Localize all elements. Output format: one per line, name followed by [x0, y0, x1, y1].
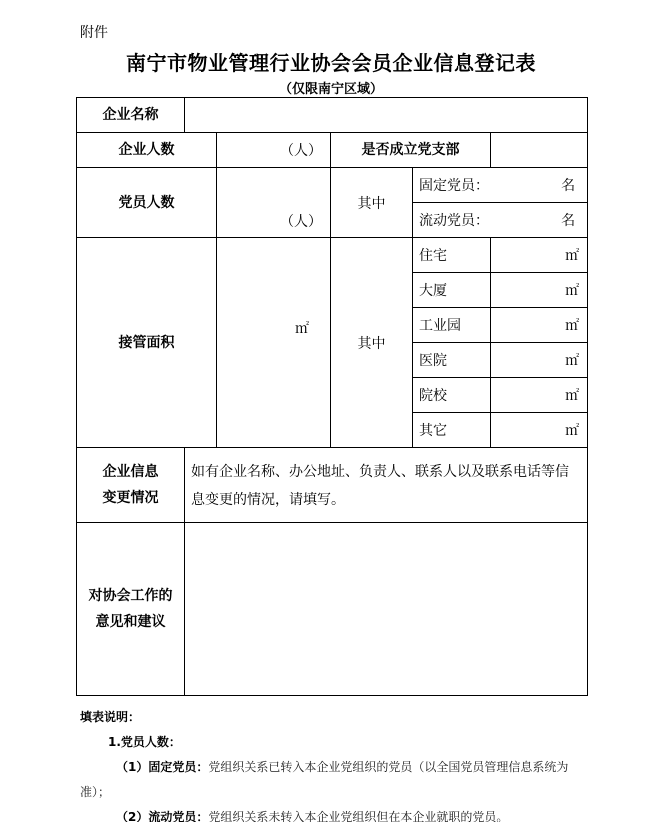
- fixed-members-cell[interactable]: [413, 168, 588, 203]
- area-type-residential: 住宅: [413, 238, 491, 273]
- ming-unit-2: 名: [561, 213, 576, 229]
- area-other-field[interactable]: [491, 413, 588, 448]
- area-building-field[interactable]: [491, 273, 588, 308]
- person-unit-2: （人）: [280, 214, 322, 230]
- sqm-unit: ㎡: [565, 283, 580, 299]
- registration-form-table: [76, 97, 588, 696]
- sqm-unit: ㎡: [565, 423, 580, 439]
- row-area-1: [77, 238, 588, 273]
- info-change-label: [77, 448, 185, 523]
- party-branch-label: 是否成立党支部: [331, 133, 491, 168]
- info-change-label-line1: 企业信息: [102, 464, 159, 480]
- page-subtitle: （仅限南宁区域）: [278, 82, 383, 97]
- employee-count-label: 企业人数: [77, 133, 217, 168]
- party-members-label: 党员人数: [77, 168, 217, 238]
- area-type-hospital: 医院: [413, 343, 491, 378]
- row-employee-count: [77, 133, 588, 168]
- sqm-unit: ㎡: [565, 353, 580, 369]
- notes-fixed-title: （1）固定党员：: [116, 760, 209, 774]
- area-hospital-field[interactable]: [491, 343, 588, 378]
- among-label: 其中: [331, 168, 413, 238]
- person-unit: （人）: [280, 143, 322, 159]
- filling-instructions: [80, 705, 590, 822]
- area-total-field[interactable]: [217, 238, 331, 448]
- area-type-building: 大厦: [413, 273, 491, 308]
- info-change-label-line2: 变更情况: [102, 490, 159, 506]
- party-members-field[interactable]: [217, 168, 331, 238]
- mobile-members-label: 流动党员：: [419, 213, 489, 229]
- notes-fixed: [80, 755, 590, 805]
- attachment-label: 附件: [80, 25, 108, 41]
- area-residential-field[interactable]: [491, 238, 588, 273]
- info-change-field[interactable]: 如有企业名称、办公地址、负责人、联系人以及联系电话等信息变更的情况，请填写。: [185, 448, 588, 523]
- company-name-field[interactable]: [185, 98, 588, 133]
- notes-mobile-title: （2）流动党员：: [116, 810, 209, 822]
- row-info-change: [77, 448, 588, 523]
- area-school-field[interactable]: [491, 378, 588, 413]
- party-branch-field[interactable]: [491, 133, 588, 168]
- ming-unit-1: 名: [561, 178, 576, 194]
- mobile-members-cell[interactable]: [413, 203, 588, 238]
- sqm-unit: ㎡: [565, 388, 580, 404]
- area-type-industrial: 工业园: [413, 308, 491, 343]
- row-party-members-1: [77, 168, 588, 203]
- area-industrial-field[interactable]: [491, 308, 588, 343]
- area-among-label: 其中: [331, 238, 413, 448]
- notes-item-1: 1.党员人数：: [108, 735, 181, 749]
- fixed-members-label: 固定党员：: [419, 178, 489, 194]
- sqm-unit: ㎡: [565, 248, 580, 264]
- notes-heading: 填表说明：: [80, 710, 141, 724]
- opinions-label-line2: 意见和建议: [95, 614, 166, 630]
- notes-mobile-text: 党组织关系未转入本企业党组织但在本企业就职的党员。: [208, 810, 509, 822]
- area-type-school: 院校: [413, 378, 491, 413]
- company-name-label: 企业名称: [77, 98, 185, 133]
- notes-mobile: [80, 805, 590, 822]
- opinions-field[interactable]: [185, 523, 588, 696]
- area-label: 接管面积: [77, 238, 217, 448]
- opinions-label: [77, 523, 185, 696]
- sqm-unit: ㎡: [565, 318, 580, 334]
- page-title: 南宁市物业管理行业协会会员企业信息登记表: [126, 51, 536, 75]
- row-opinions: [77, 523, 588, 696]
- opinions-label-line1: 对协会工作的: [88, 588, 173, 604]
- row-company-name: [77, 98, 588, 133]
- notes-fixed-text: 党组织关系已转入本企业党组织的党员（以全国党员管理信息系统为准）；: [80, 760, 569, 799]
- area-type-other: 其它: [413, 413, 491, 448]
- sqm-unit-total: ㎡: [295, 321, 309, 337]
- employee-count-field[interactable]: [217, 133, 331, 168]
